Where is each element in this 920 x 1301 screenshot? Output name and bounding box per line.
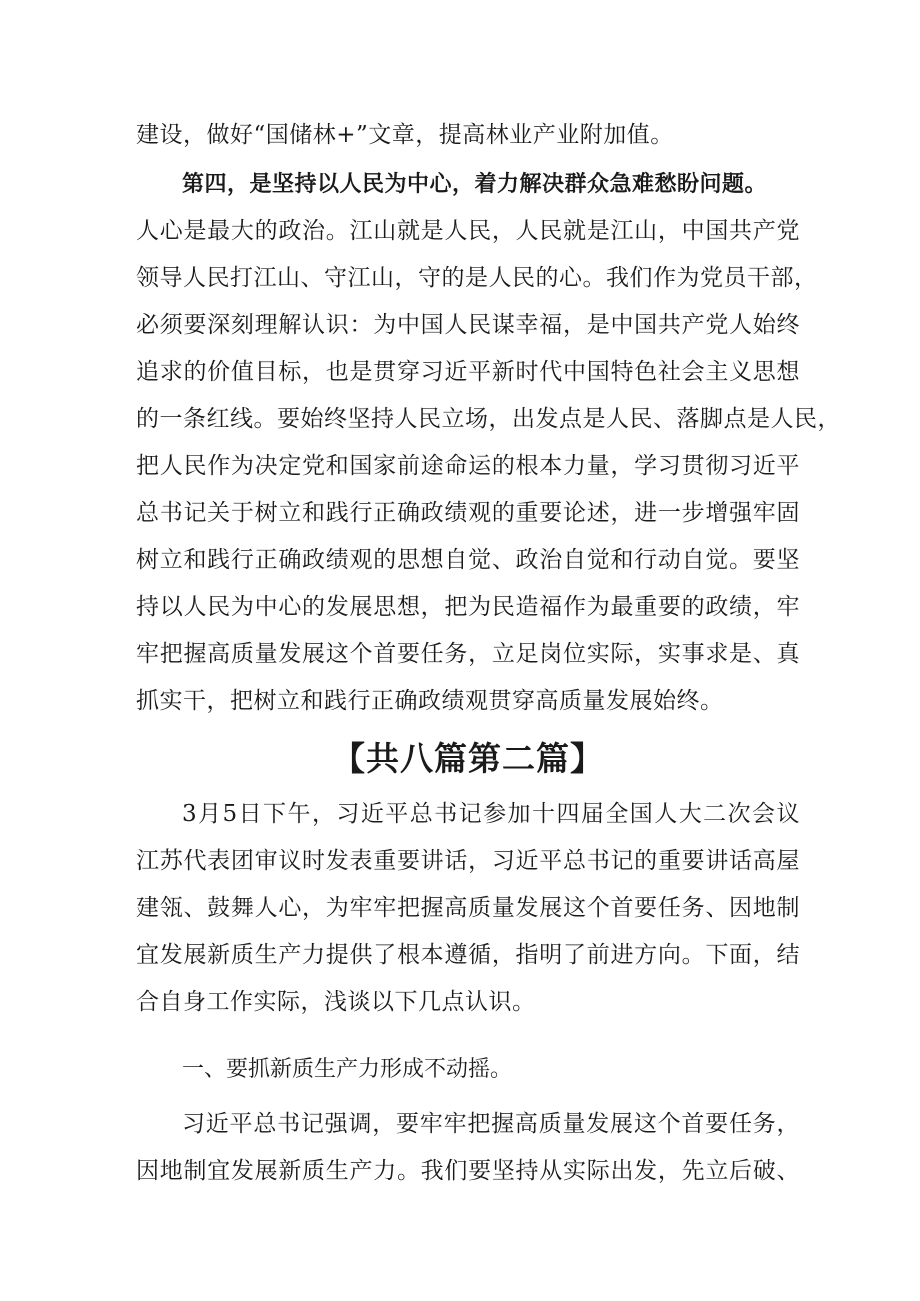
paragraph-line: 建设，做好“国储林+”文章，提高林业产业附加值。: [136, 122, 674, 148]
paragraph-line: 总书记关于树立和践行正确政绩观的重要论述，进一步增强牢固: [136, 500, 800, 526]
paragraph-line: 3月5日下午，习近平总书记参加十四届全国人大二次会议: [182, 801, 800, 827]
paragraph-line: 宜发展新质生产力提供了根本遵循，指明了前进方向。下面，结: [136, 942, 800, 968]
paragraph-line: 合自身工作实际，浅谈以下几点认识。: [136, 989, 536, 1015]
paragraph-line: 习近平总书记强调，要牢牢把握高质量发展这个首要任务，: [182, 1111, 800, 1137]
paragraph-line: 建瓴、鼓舞人心，为牢牢把握高质量发展这个首要任务、因地制: [136, 895, 800, 921]
paragraph-line: 领导人民打江山、守江山，守的是人民的心。我们作为党员干部，: [136, 265, 818, 291]
paragraph-heading-four: 第四，是坚持以人民为中心，着力解决群众急难愁盼问题。: [182, 172, 768, 197]
paragraph-line: 因地制宜发展新质生产力。我们要坚持从实际出发，先立后破、: [136, 1158, 800, 1184]
paragraph-line: 追求的价值目标，也是贯穿习近平新时代中国特色社会主义思想: [136, 359, 800, 385]
paragraph-line: 把人民作为决定党和国家前途命运的根本力量，学习贯彻习近平: [136, 453, 800, 479]
paragraph-line: 的一条红线。要始终坚持人民立场，出发点是人民、落脚点是人民，: [136, 406, 841, 432]
document-body: [136, 112, 841, 1195]
section-title: 【共八篇第二篇】: [332, 739, 604, 778]
paragraph-line: 抓实干，把树立和践行正确政绩观贯穿高质量发展始终。: [136, 688, 724, 714]
paragraph-line: 持以人民为中心的发展思想，把为民造福作为最重要的政绩，牢: [136, 594, 800, 620]
paragraph-line: 必须要深刻理解认识：为中国人民谋幸福，是中国共产党人始终: [136, 312, 800, 338]
paragraph-line: 江苏代表团审议时发表重要讲话，习近平总书记的重要讲话高屋: [136, 848, 800, 874]
paragraph-line: 牢把握高质量发展这个首要任务，立足岗位实际，实事求是、真: [136, 641, 800, 667]
paragraph-line: 人心是最大的政治。江山就是人民，人民就是江山，中国共产党: [136, 218, 800, 244]
paragraph-line: 树立和践行正确政绩观的思想自觉、政治自觉和行动自觉。要坚: [136, 547, 800, 573]
subheading-one: 一、要抓新质生产力形成不动摇。: [182, 1057, 513, 1082]
